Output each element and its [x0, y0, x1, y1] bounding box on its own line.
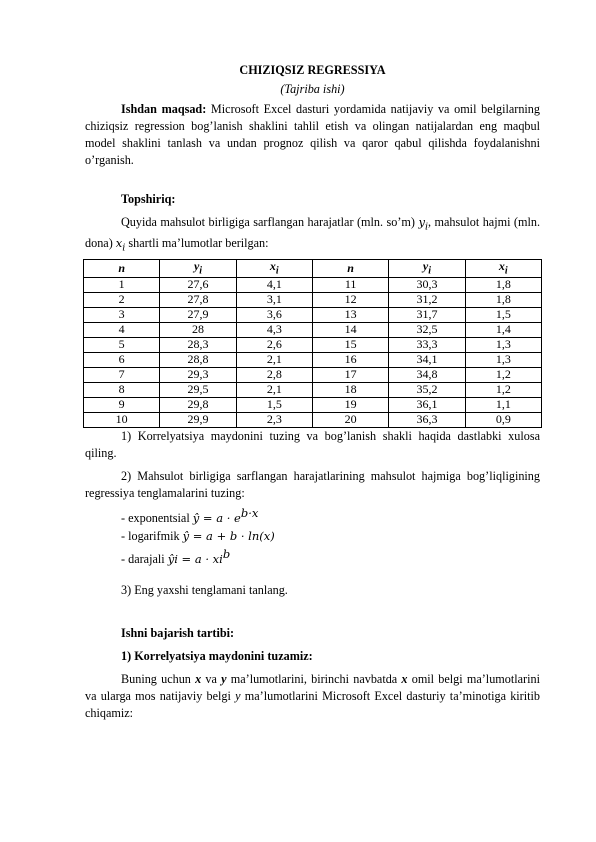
- header-x-1: $x_i$: [236, 259, 312, 277]
- formula-logarithmic: - logarifmik ŷ = a + b · ln(x): [121, 529, 275, 544]
- table-cell: 20: [312, 412, 388, 427]
- table-cell: 32,5: [389, 322, 465, 337]
- table-cell: 2,8: [236, 367, 312, 382]
- table-cell: 17: [312, 367, 388, 382]
- y-symbol: $y_i$: [418, 215, 429, 233]
- table-cell: 18: [312, 382, 388, 397]
- table-cell: 15: [312, 337, 388, 352]
- table-cell: 36,3: [389, 412, 465, 427]
- table-cell: 1,5: [236, 397, 312, 412]
- table-row: [84, 352, 542, 367]
- intro-paragraph: Quyida mahsulot birligiga sarflangan harajatlar (mln. so’m) $y_i$, mahsulot hajmi (mln. dona) $x_i$ shartli ma’lumotlar berilgan:: [85, 215, 540, 254]
- table-body: [84, 277, 542, 427]
- table-cell: 19: [312, 397, 388, 412]
- table-cell: 30,3: [389, 277, 465, 292]
- table-cell: 1: [84, 277, 160, 292]
- table-cell: 29,3: [160, 367, 236, 382]
- table-cell: 1,3: [465, 352, 541, 367]
- header-y-2: $y_i$: [389, 259, 465, 277]
- table-cell: 2,1: [236, 382, 312, 397]
- x-symbol: $x_i$: [115, 236, 126, 254]
- table-cell: 35,2: [389, 382, 465, 397]
- table-cell: 33,3: [389, 337, 465, 352]
- table-cell: 2,1: [236, 352, 312, 367]
- table-cell: 27,8: [160, 292, 236, 307]
- formula-power: - darajali ŷi = $a \cdot xi^b$: [121, 547, 231, 567]
- table-cell: 6: [84, 352, 160, 367]
- task-heading: Topshiriq:: [121, 192, 176, 206]
- table-cell: 28,8: [160, 352, 236, 367]
- goal-text: Microsoft Excel dasturi yordamida natijaviy va omil belgilarning chiziqsiz regression bog’lanish shaklini tahlil etish va olingan natijalardan eng maqbul model shaklini tanlash va undan prognoz qilish va qaror qabul qilishda foydalanishni o’rganish.: [85, 102, 540, 167]
- step1-heading: 1) Korrelyatsiya maydonini tuzamiz:: [121, 649, 313, 664]
- table-cell: 1,1: [465, 397, 541, 412]
- table-cell: 34,1: [389, 352, 465, 367]
- table-cell: 27,9: [160, 307, 236, 322]
- table-cell: 28,3: [160, 337, 236, 352]
- page-title: CHIZIQSIZ REGRESSIYA: [239, 63, 386, 77]
- table-cell: 13: [312, 307, 388, 322]
- table-cell: 4,1: [236, 277, 312, 292]
- table-row: [84, 277, 542, 292]
- table-cell: 1,3: [465, 337, 541, 352]
- table-cell: 2,3: [236, 412, 312, 427]
- table-cell: 1,8: [465, 277, 541, 292]
- table-row: [84, 307, 542, 322]
- table-cell: 11: [312, 277, 388, 292]
- page-subtitle: (Tajriba ishi): [280, 82, 345, 96]
- table-cell: 31,2: [389, 292, 465, 307]
- document-content: [85, 52, 540, 722]
- table-cell: 1,4: [465, 322, 541, 337]
- table-cell: 1,5: [465, 307, 541, 322]
- table-row: [84, 412, 542, 427]
- header-x-2: $x_i$: [465, 259, 541, 277]
- table-row: [84, 337, 542, 352]
- table-cell: 31,7: [389, 307, 465, 322]
- table-cell: 1,8: [465, 292, 541, 307]
- goal-label: Ishdan maqsad:: [121, 102, 207, 116]
- table-row: [84, 292, 542, 307]
- table-cell: 34,8: [389, 367, 465, 382]
- formula-exponential: - exponentsial ŷ = $a \cdot e^{b\cdot x}$: [121, 505, 259, 526]
- table-cell: 4: [84, 322, 160, 337]
- table-row: [84, 397, 542, 412]
- table-cell: 7: [84, 367, 160, 382]
- header-n-2: n: [312, 259, 388, 277]
- table-cell: 2: [84, 292, 160, 307]
- table-cell: 5: [84, 337, 160, 352]
- table-cell: 3,1: [236, 292, 312, 307]
- body-paragraph: Buning uchun x va y ma’lumotlarini, birinchi navbatda x omil belgi ma’lumotlarini va ularga mos natijaviy belgi y ma’lumotlarini Microsoft Excel dasturiy ta’minotiga kiritib chiqamiz:: [85, 672, 540, 721]
- goal-paragraph: [85, 101, 540, 169]
- item-2: 2) Mahsulot birligiga sarflangan harajatlarining mahsulot hajmiga bog’liqligining regressiya tenglamalarini tuzing:: [85, 468, 540, 500]
- table-cell: 2,6: [236, 337, 312, 352]
- table-cell: 16: [312, 352, 388, 367]
- table-cell: 1,2: [465, 382, 541, 397]
- table-cell: 3: [84, 307, 160, 322]
- data-table: [83, 259, 542, 428]
- table-cell: 8: [84, 382, 160, 397]
- table-cell: 10: [84, 412, 160, 427]
- item-1: 1) Korrelyatsiya maydonini tuzing va bog’lanish shakli haqida dastlabki xulosa qiling.: [85, 428, 540, 460]
- table-row: [84, 382, 542, 397]
- table-header-row: [84, 259, 542, 277]
- table-cell: 9: [84, 397, 160, 412]
- table-cell: 29,5: [160, 382, 236, 397]
- table-cell: 12: [312, 292, 388, 307]
- table-cell: 14: [312, 322, 388, 337]
- table-cell: 1,2: [465, 367, 541, 382]
- table-cell: 27,6: [160, 277, 236, 292]
- header-n-1: n: [84, 259, 160, 277]
- table-cell: 3,6: [236, 307, 312, 322]
- table-cell: 28: [160, 322, 236, 337]
- table-row: [84, 322, 542, 337]
- table-row: [84, 367, 542, 382]
- table-cell: 29,8: [160, 397, 236, 412]
- order-heading: Ishni bajarish tartibi:: [121, 626, 235, 641]
- table-cell: 0,9: [465, 412, 541, 427]
- table-cell: 29,9: [160, 412, 236, 427]
- header-y-1: $y_i$: [160, 259, 236, 277]
- table-cell: 36,1: [389, 397, 465, 412]
- table-cell: 4,3: [236, 322, 312, 337]
- item-3: 3) Eng yaxshi tenglamani tanlang.: [121, 583, 288, 598]
